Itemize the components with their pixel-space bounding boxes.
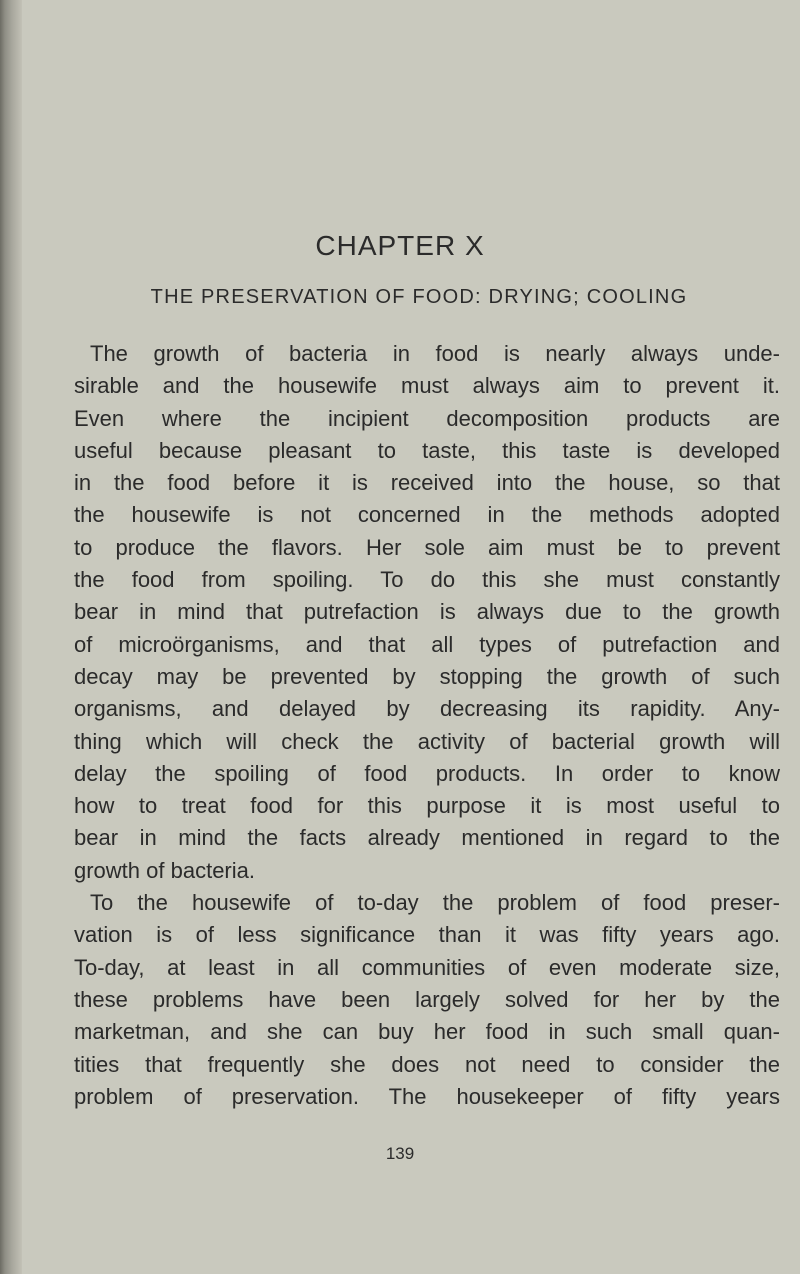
text-line: Even where the incipient decomposition products are <box>74 405 780 431</box>
text-line: growth of bacteria. <box>74 857 255 883</box>
body-text <box>74 338 780 1113</box>
text-line: to produce the flavors. Her sole aim must be to prevent <box>74 534 780 560</box>
text-line: sirable and the housewife must always aim to prevent it. <box>74 373 780 399</box>
chapter-heading: CHAPTER X <box>315 230 485 261</box>
text-line: To-day, at least in all communities of even moderate size, <box>74 954 780 980</box>
text-line: To the housewife of to-day the problem of food preser- <box>90 890 780 916</box>
text-line: bear in mind that putrefaction is always due to the growth <box>74 599 780 625</box>
text-line: delay the spoiling of food products. In order to know <box>74 760 780 786</box>
text-line: marketman, and she can buy her food in such small quan- <box>74 1019 780 1045</box>
text-line: thing which will check the activity of bacterial growth will <box>74 728 780 754</box>
text-line: tities that frequently she does not need to consider the <box>74 1051 780 1077</box>
text-line: useful because pleasant to taste, this taste is developed <box>74 437 780 463</box>
text-line: organisms, and delayed by decreasing its rapidity. Any- <box>74 696 780 722</box>
text-line: the housewife is not concerned in the methods adopted <box>74 502 780 528</box>
text-line: decay may be prevented by stopping the growth of such <box>74 663 780 689</box>
page-number: 139 <box>385 1144 415 1163</box>
text-line: vation is of less significance than it was fifty years ago. <box>74 922 780 948</box>
text-line: of microörganisms, and that all types of putrefaction and <box>74 631 780 657</box>
text-line: The growth of bacteria in food is nearly always unde- <box>90 341 780 366</box>
text-line: these problems have been largely solved for her by the <box>74 986 780 1012</box>
text-line: problem of preservation. The housekeeper of fifty years <box>74 1083 780 1109</box>
text-line: in the food before it is received into the house, so that <box>74 470 780 496</box>
text-line: bear in mind the facts already mentioned in regard to the <box>74 825 780 851</box>
text-line: how to treat food for this purpose it is most useful to <box>74 793 780 819</box>
text-line: the food from spoiling. To do this she must constantly <box>74 567 780 593</box>
chapter-subtitle: THE PRESERVATION OF FOOD: DRYING; COOLING <box>150 286 688 308</box>
